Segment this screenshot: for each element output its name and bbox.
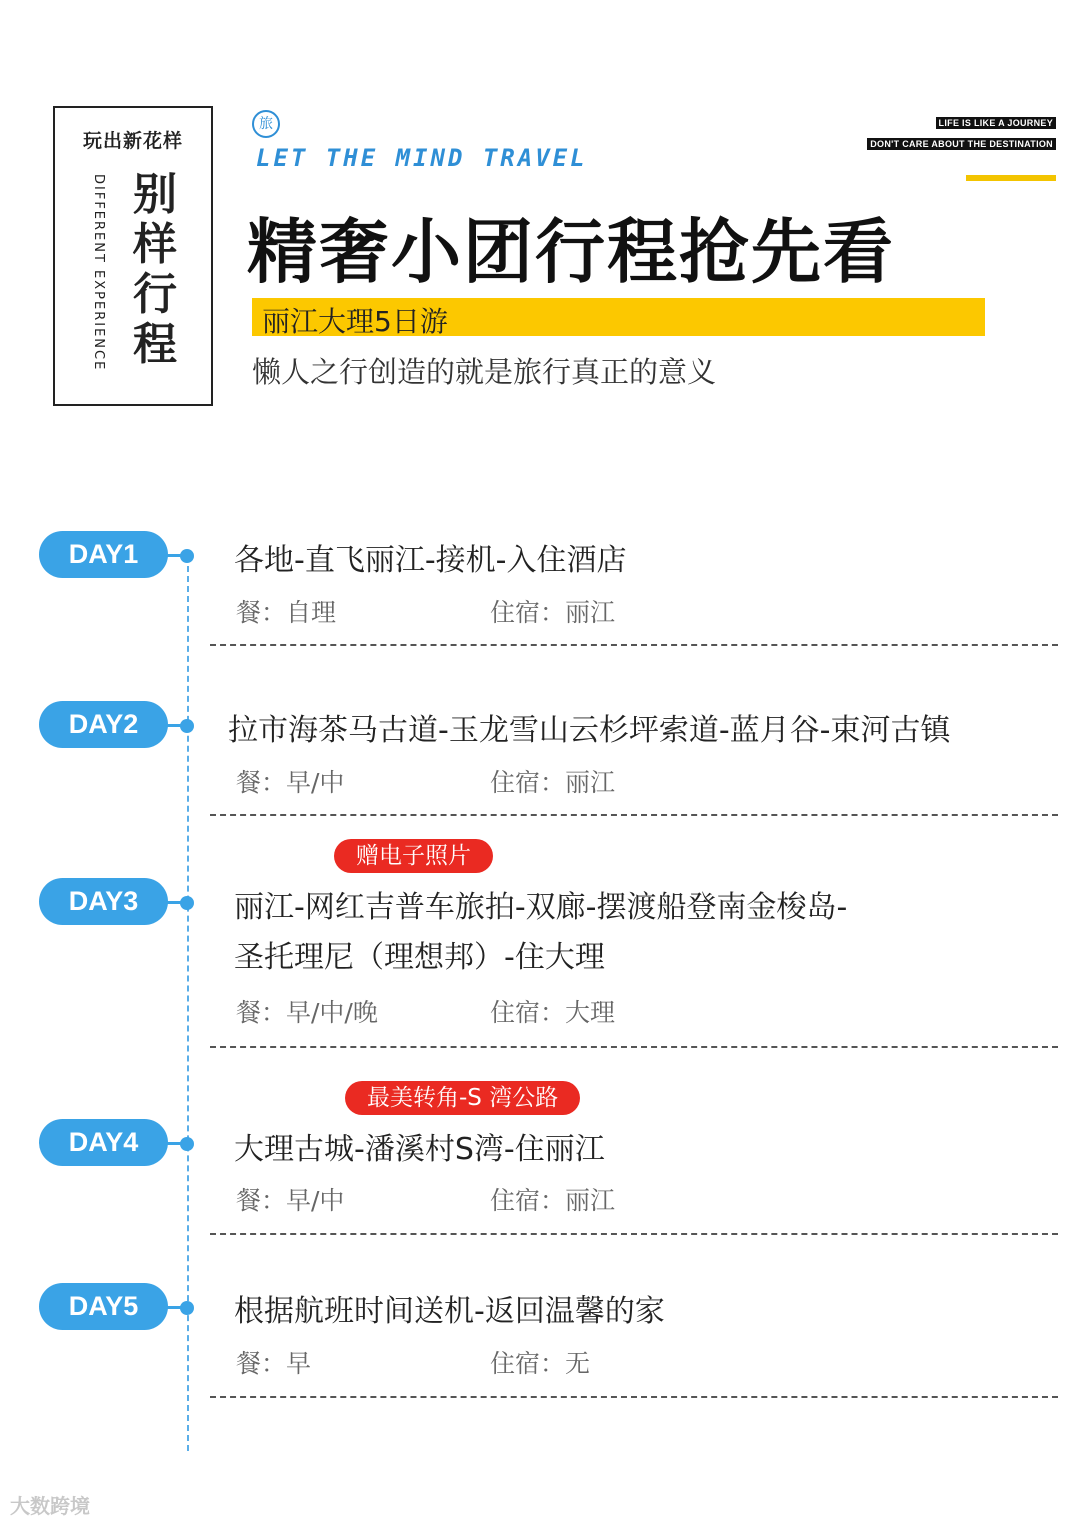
day-separator <box>210 1233 1058 1235</box>
timeline-dot <box>180 719 194 733</box>
day1-stay: 住宿：丽江 <box>490 598 616 627</box>
timeline-dot <box>180 1301 194 1315</box>
day3-stay: 住宿：大理 <box>490 998 616 1027</box>
highlight-text: 丽江大理5日游 <box>262 305 448 338</box>
day2-title: 拉市海茶马古道-玉龙雪山云杉坪索道-蓝月谷-束河古镇 <box>228 713 951 748</box>
day-separator <box>210 1396 1058 1398</box>
yellow-accent-line <box>966 175 1056 181</box>
day4-stay: 住宿：丽江 <box>490 1186 616 1215</box>
day-separator <box>210 644 1058 646</box>
side-char: 程 <box>133 319 177 370</box>
day2-pill: DAY2 <box>39 701 168 748</box>
day5-stay: 住宿：无 <box>490 1349 591 1378</box>
side-frame <box>53 106 213 406</box>
day2-meal: 餐：早/中 <box>236 768 345 797</box>
side-top-text: 玩出新花样 <box>82 130 183 152</box>
side-char: 行 <box>133 269 177 320</box>
side-english-text: DIFFERENT EXPERIENCE <box>91 174 106 372</box>
timeline-line <box>187 556 189 1451</box>
timeline-dot <box>180 1137 194 1151</box>
day4-badge: 最美转角-S 湾公路 <box>345 1081 580 1115</box>
side-chinese-title <box>129 170 181 370</box>
day-separator <box>210 814 1058 816</box>
day3-badge: 赠电子照片 <box>334 839 493 873</box>
day4-title: 大理古城-潘溪村S湾-住丽江 <box>234 1132 605 1167</box>
travel-stamp-icon: 旅 <box>252 110 280 138</box>
subtitle: 懒人之行创造的就是旅行真正的意义 <box>252 355 717 389</box>
day1-title: 各地-直飞丽江-接机-入住酒店 <box>234 543 627 578</box>
day1-pill: DAY1 <box>39 531 168 578</box>
day3-meal: 餐：早/中/晚 <box>236 998 378 1027</box>
watermark: 大数跨境 <box>10 1494 90 1518</box>
day2-stay: 住宿：丽江 <box>490 768 616 797</box>
day5-title: 根据航班时间送机-返回温馨的家 <box>234 1294 665 1329</box>
day3-title: 丽江-网红吉普车旅拍-双廊-摆渡船登南金梭岛- <box>234 890 848 925</box>
day4-pill: DAY4 <box>39 1119 168 1166</box>
destination-tag: DON'T CARE ABOUT THE DESTINATION <box>867 138 1056 150</box>
day5-pill: DAY5 <box>39 1283 168 1330</box>
side-char: 样 <box>133 219 177 270</box>
highlight-bar <box>252 298 985 336</box>
side-char: 别 <box>133 169 177 220</box>
day1-meal: 餐：自理 <box>236 598 337 627</box>
journey-tag: LIFE IS LIKE A JOURNEY <box>936 117 1056 129</box>
timeline-dot <box>180 549 194 563</box>
day5-meal: 餐：早 <box>236 1349 312 1378</box>
day4-meal: 餐：早/中 <box>236 1186 345 1215</box>
timeline-dot <box>180 896 194 910</box>
day3-pill: DAY3 <box>39 878 168 925</box>
day-separator <box>210 1046 1058 1048</box>
day3-title-line2: 圣托理尼（理想邦）-住大理 <box>234 940 605 975</box>
script-slogan: LET THE MIND TRAVEL <box>256 144 588 172</box>
page-title: 精奢小团行程抢先看 <box>247 210 895 293</box>
